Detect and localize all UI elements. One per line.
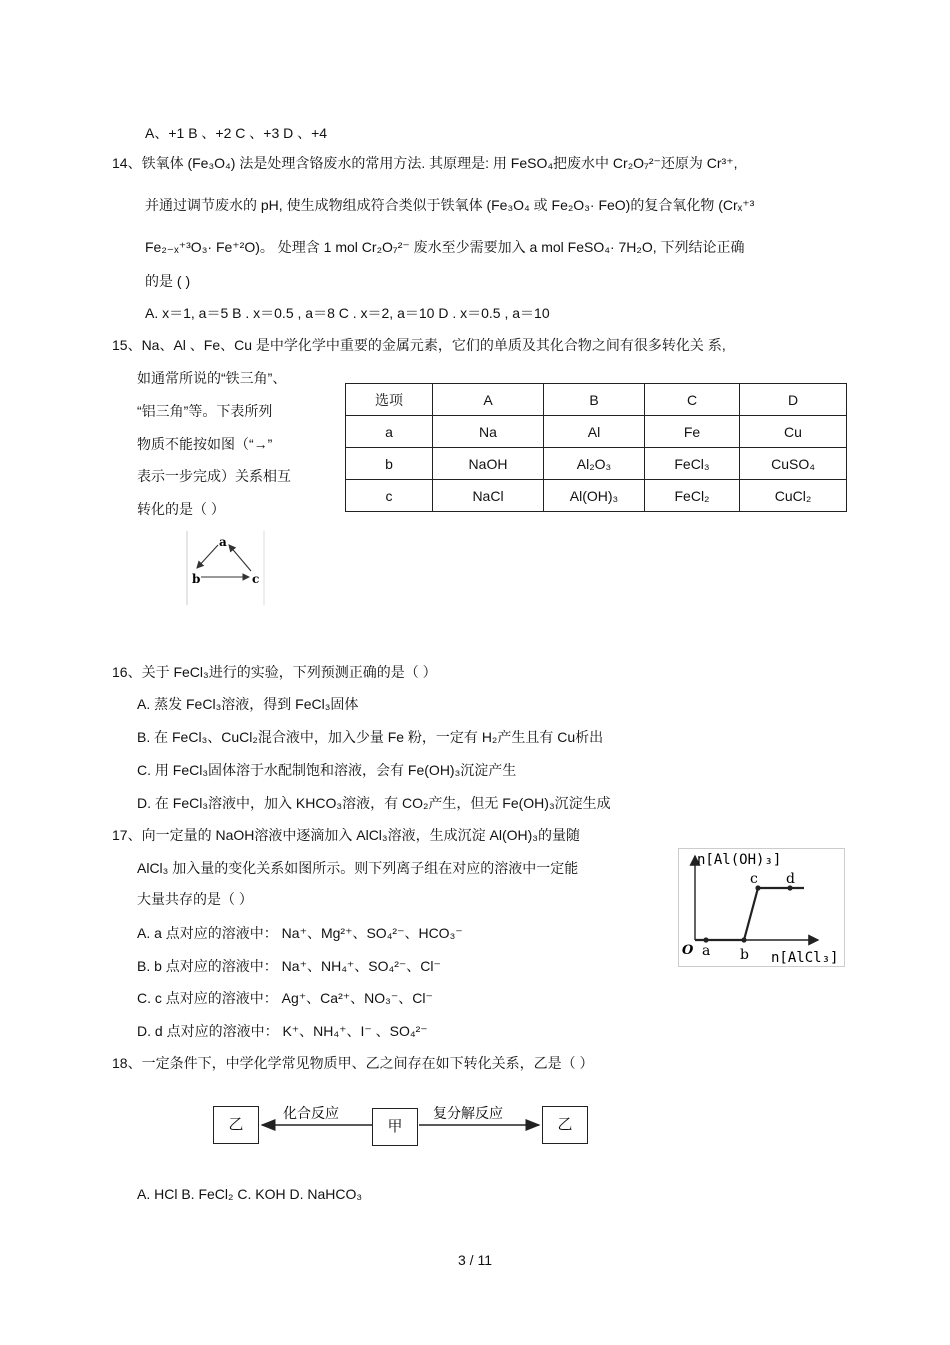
table-cell: Cu: [740, 416, 847, 448]
q15-stem-line5: 表示一步完成）关系相互: [137, 468, 291, 484]
precipitate-curve: [695, 888, 804, 940]
q15-stem-line6: 转化的是（ ）: [137, 501, 225, 517]
q16-option-a: A. 蒸发 FeCl₃溶液，得到 FeCl₃固体: [137, 696, 359, 712]
table-cell: NaOH: [433, 448, 544, 480]
left-arrow-label: 化合反应: [283, 1106, 339, 1122]
table-cell: a: [346, 416, 433, 448]
q16-option-d: D. 在 FeCl₃溶液中，加入 KHCO₃溶液，有 CO₂产生，但无 Fe(OH)₃沉淀生成: [137, 795, 611, 811]
arrow-a-to-b: [197, 545, 218, 568]
q17-option-c: C. c 点对应的溶液中： Ag⁺、Ca²⁺、NO₃⁻、Cl⁻: [137, 990, 433, 1006]
origin-label: O: [682, 943, 694, 958]
q14-stem: 14、铁氧体 (Fe₃O₄) 法是处理含铬废水的常用方法. 其原理是: 用 FeSO₄把废水中 Cr₂O₇²⁻还原为 Cr³⁺,: [112, 155, 738, 171]
q16-option-c: C. 用 FeCl₃固体溶于水配制饱和溶液，会有 Fe(OH)₃沉淀产生: [137, 762, 517, 778]
table-cell: NaCl: [433, 480, 544, 512]
q15-options-table: [345, 383, 847, 512]
y-axis-label: n[Al(OH)₃]: [697, 852, 782, 868]
triangle-label-b: b: [192, 572, 201, 586]
table-row: [346, 448, 847, 480]
q17-stem-line3: 大量共存的是（ ）: [137, 891, 253, 907]
scheme-box-center: 甲: [372, 1108, 418, 1146]
point-b: [741, 937, 746, 942]
table-header-cell: D: [740, 384, 847, 416]
table-cell: Fe: [645, 416, 740, 448]
point-c-label: c: [750, 871, 758, 887]
q17-stem: 17、向一定量的 NaOH溶液中逐滴加入 AlCl₃溶液，生成沉淀 Al(OH)₃的量随: [112, 827, 580, 843]
scheme-box-right: 乙: [542, 1106, 588, 1144]
q15-stem-line2: 如通常所说的“铁三角”、: [137, 370, 287, 386]
q17-option-d: D. d 点对应的溶液中： K⁺、NH₄⁺、I⁻ 、SO₄²⁻: [137, 1023, 428, 1039]
table-row: [346, 480, 847, 512]
triangle-label-c: c: [252, 572, 260, 586]
scheme-box-left: 乙: [213, 1106, 259, 1144]
table-header-cell: C: [645, 384, 740, 416]
table-cell: c: [346, 480, 433, 512]
point-b-label: b: [740, 947, 749, 963]
q16-option-b: B. 在 FeCl₃、CuCl₂混合液中，加入少量 Fe 粉，一定有 H₂产生且有 Cu析出: [137, 729, 604, 745]
table-cell: FeCl₂: [645, 480, 740, 512]
table-header-cell: 选项: [346, 384, 433, 416]
point-a-label: a: [702, 943, 711, 959]
arrow-c-to-a: [229, 545, 251, 571]
q14-stem-line4: 的是 ( ): [145, 273, 191, 289]
q17-precipitate-graph: [678, 848, 846, 968]
table-cell: Al₂O₃: [544, 448, 645, 480]
q14-options: A. x＝1, a＝5 B . x＝0.5 , a＝8 C . x＝2, a＝10 D . x＝0.5 , a＝10: [145, 305, 550, 321]
q15-stem-line4: 物质不能按如图（“→”: [137, 436, 273, 452]
q13-options: A、+1 B 、+2 C 、+3 D 、+4: [145, 125, 328, 141]
table-header-cell: B: [544, 384, 645, 416]
q17-option-a: A. a 点对应的溶液中： Na⁺、Mg²⁺、SO₄²⁻、HCO₃⁻: [137, 925, 463, 941]
q15-stem: 15、Na、Al 、Fe、Cu 是中学化学中重要的金属元素，它们的单质及其化合物之间有很多转化关 系,: [112, 337, 726, 353]
triangle-label-a: a: [219, 535, 227, 549]
q17-stem-line2: AlCl₃ 加入量的变化关系如图所示。则下列离子组在对应的溶液中一定能: [137, 860, 579, 876]
q18-options: A. HCl B. FeCl₂ C. KOH D. NaHCO₃: [137, 1186, 363, 1202]
right-arrow-label: 复分解反应: [433, 1106, 503, 1122]
table-cell: CuSO₄: [740, 448, 847, 480]
table-cell: CuCl₂: [740, 480, 847, 512]
x-axis-label: n[AlCl₃]: [771, 950, 839, 966]
table-row: [346, 416, 847, 448]
q18-stem: 18、一定条件下，中学化学常见物质甲、乙之间存在如下转化关系，乙是（ ）: [112, 1055, 594, 1071]
scheme-arrows: [259, 1100, 544, 1140]
q14-stem-line3: Fe₂₋ₓ⁺³O₃· Fe⁺²O)。 处理含 1 mol Cr₂O₇²⁻ 废水至少需要加入 a mol FeSO₄· 7H₂O, 下列结论正确: [145, 239, 745, 255]
table-cell: Al(OH)₃: [544, 480, 645, 512]
table-cell: Na: [433, 416, 544, 448]
table-cell: Al: [544, 416, 645, 448]
page-number: 3 / 11: [458, 1252, 492, 1268]
q17-option-b: B. b 点对应的溶液中： Na⁺、NH₄⁺、SO₄²⁻、Cl⁻: [137, 958, 441, 974]
q16-stem: 16、关于 FeCl₃进行的实验，下列预测正确的是（ ）: [112, 664, 437, 680]
triangle-diagram: [186, 531, 266, 605]
table-cell: b: [346, 448, 433, 480]
point-a: [703, 937, 708, 942]
point-d-label: d: [786, 871, 795, 887]
q14-stem-line2: 并通过调节废水的 pH, 使生成物组成符合类似于铁氧体 (Fe₃O₄ 或 Fe₂O₃· FeO)的复合氧化物 (Crₓ⁺³: [145, 197, 755, 213]
table-cell: FeCl₃: [645, 448, 740, 480]
table-header-cell: A: [433, 384, 544, 416]
q15-stem-line3: “铝三角”等。下表所列: [137, 403, 273, 419]
